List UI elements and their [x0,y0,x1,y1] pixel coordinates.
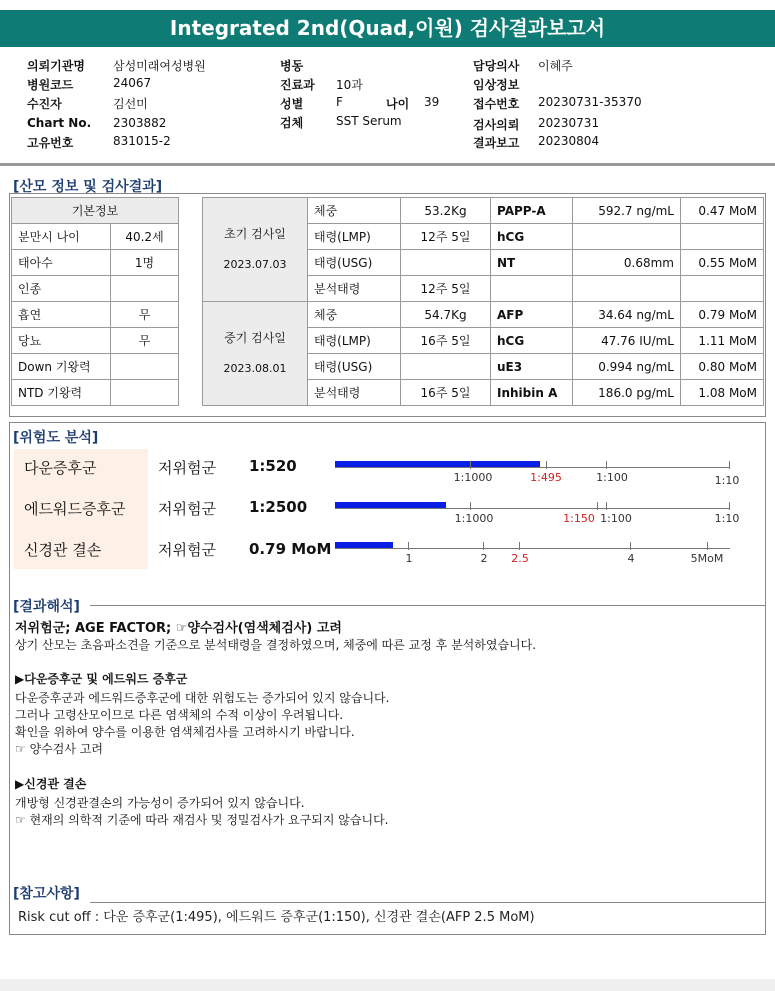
test-item-value: 12주 5일 [401,224,491,250]
marker-result [573,224,681,250]
first-test-date: 2023.07.03 [223,258,287,271]
axis-tick [707,542,708,550]
basic-label: Down 기왕력 [12,354,111,380]
marker-result: 0.68mm [573,250,681,276]
ntd-risk-value: 0.79 MoM [249,540,332,558]
interpretation-intro: 상기 산모는 초음파소견을 기준으로 분석태령을 결정하였으며, 체중에 따른 교정 후 분석하였습니다. [15,638,537,652]
table-row [203,302,764,328]
basic-label: 태아수 [12,250,111,276]
down-syndrome-label: 다운증후군 [24,459,97,477]
patient-value: 김선미 [113,97,148,111]
ntd-interpretation-line: ☞ 현재의 의학적 기준에 따라 재검사 및 정밀검사가 요구되지 않습니다. [15,813,389,827]
test-item-value: 54.7Kg [401,302,491,328]
test-item-value: 16주 5일 [401,380,491,406]
hospital-code-value: 24067 [113,76,152,90]
institution-value: 삼성미래여성병원 [113,59,206,73]
marker-mom: 0.47 MoM [681,198,764,224]
basic-label: 당뇨 [12,328,111,354]
marker-result: 592.7 ng/mL [573,198,681,224]
tick-label: 1:100 [596,471,628,484]
axis-tick [408,542,409,550]
risk-section-title: [위험도 분석] [13,430,99,446]
marker-result: 47.76 IU/mL [573,328,681,354]
axis-tick [606,461,607,469]
second-test-label: 중기 검사일 [224,331,286,345]
test-item-value: 12주 5일 [401,276,491,302]
marker-name: Inhibin A [491,380,573,406]
interpretation-divider [90,605,766,606]
axis-tick [470,502,471,510]
axis-tick [546,461,547,469]
down-risk-value: 1:520 [249,457,297,475]
test-request-label: 검사의뢰 [473,118,520,132]
ntd-risk-group: 저위험군 [158,541,216,559]
down-interpretation-line: 그러나 고령산모이므로 다른 염색체의 수적 이상이 우려됩니다. [15,708,344,722]
axis-tick [597,502,598,510]
marker-name: AFP [491,302,573,328]
test-item-value [401,354,491,380]
tick-label-cutoff: 1:150 [563,512,595,525]
receipt-no-value: 20230731-35370 [538,95,642,109]
basic-info-header: 기본정보 [12,198,179,224]
marker-name: uE3 [491,354,573,380]
marker-result [573,276,681,302]
specimen-value: SST Serum [336,114,402,128]
marker-mom [681,224,764,250]
marker-mom [681,276,764,302]
doctor-value: 이혜주 [538,59,573,73]
basic-value [111,354,179,380]
marker-mom: 1.08 MoM [681,380,764,406]
first-test-cell [203,198,308,302]
basic-value: 무 [111,302,179,328]
unique-no-label: 고유번호 [27,136,74,150]
basic-value [111,276,179,302]
axis-tick [606,502,607,510]
tick-label: 1:1000 [454,512,494,525]
axis-tick [729,461,730,469]
marker-result: 186.0 pg/mL [573,380,681,406]
ntd-interpretation-title: ▶신경관 결손 [15,777,87,791]
age-label: 나이 [386,97,410,111]
table-row [203,198,764,224]
interpretation-headline: 저위험군; AGE FACTOR; ☞양수검사(염색체검사) 고려 [15,621,342,636]
tick-label: 5MoM [690,552,724,565]
marker-mom: 0.79 MoM [681,302,764,328]
down-interpretation-line: ☞ 양수검사 고려 [15,742,103,756]
table-row [12,328,179,354]
ward-label: 병동 [280,59,304,73]
basic-label: 흡연 [12,302,111,328]
basic-info-table [11,197,179,406]
patient-label: 수진자 [27,97,62,111]
sex-label: 성별 [280,97,304,111]
marker-name: NT [491,250,573,276]
result-report-value: 20230804 [538,134,600,148]
ntd-label: 신경관 결손 [24,541,102,559]
table-row [12,354,179,380]
tick-label: 1:10 [714,512,740,525]
marker-mom: 0.80 MoM [681,354,764,380]
basic-label: NTD 기왕력 [12,380,111,406]
tick-label: 4 [627,552,635,565]
age-value: 39 [424,95,440,109]
test-results-table [202,197,764,406]
table-row [12,276,179,302]
chart-no-value: 2303882 [113,116,167,130]
receipt-no-label: 접수번호 [473,97,520,111]
department-label: 진료과 [280,78,315,92]
marker-name: PAPP-A [491,198,573,224]
department-value: 10과 [336,78,363,92]
reference-title: [참고사항] [13,886,80,902]
report-title: Integrated 2nd(Quad,이원) 검사결과보고서 [0,10,775,47]
basic-value: 40.2세 [111,224,179,250]
axis-tick [729,502,730,510]
table-row [12,250,179,276]
marker-mom: 1.11 MoM [681,328,764,354]
marker-name [491,276,573,302]
table-row [12,224,179,250]
tick-label: 1 [405,552,413,565]
marker-name: hCG [491,328,573,354]
test-item: 체중 [308,198,401,224]
down-risk-axis [335,467,730,468]
test-item: 태령(LMP) [308,224,401,250]
tick-label-cutoff: 2.5 [511,552,529,565]
down-interpretation-line: 다운증후군과 에드워드증후군에 대한 위험도는 증가되어 있지 않습니다. [15,691,390,705]
edwards-risk-value: 1:2500 [249,498,308,516]
basic-value [111,380,179,406]
tick-label-cutoff: 1:495 [530,471,562,484]
test-item: 태령(USG) [308,354,401,380]
sex-value: F [336,95,343,109]
axis-tick [519,542,520,550]
edwards-risk-group: 저위험군 [158,500,216,518]
ntd-interpretation-line: 개방형 신경관결손의 가능성이 증가되어 있지 않습니다. [15,796,305,810]
marker-name: hCG [491,224,573,250]
second-test-cell [203,302,308,406]
page-footer-band [0,979,775,991]
test-item: 분석태령 [308,380,401,406]
edwards-risk-axis [335,508,730,509]
unique-no-value: 831015-2 [113,134,171,148]
marker-mom: 0.55 MoM [681,250,764,276]
first-test-label: 초기 검사일 [224,227,286,241]
table-row [12,380,179,406]
tick-label: 1:10 [714,474,740,487]
hospital-code-label: 병원코드 [27,78,74,92]
axis-tick [470,461,471,469]
axis-tick [483,542,484,550]
edwards-syndrome-label: 에드워드증후군 [24,500,126,518]
tick-label: 1:1000 [453,471,493,484]
chart-no-label: Chart No. [27,116,92,130]
header-divider [0,163,775,166]
basic-value: 무 [111,328,179,354]
test-request-value: 20230731 [538,116,600,130]
basic-label: 분만시 나이 [12,224,111,250]
test-item: 체중 [308,302,401,328]
test-item: 분석태령 [308,276,401,302]
tick-label: 1:100 [600,512,632,525]
test-item-value: 16주 5일 [401,328,491,354]
test-item: 태령(USG) [308,250,401,276]
test-item: 태령(LMP) [308,328,401,354]
marker-result: 0.994 ng/mL [573,354,681,380]
maternal-section-title: [산모 정보 및 검사결과] [13,179,163,195]
reference-text: Risk cut off : 다운 증후군(1:495), 에드워드 증후군(1:150), 신경관 결손(AFP 2.5 MoM) [18,910,535,925]
reference-divider [90,902,766,903]
institution-label: 의뢰기관명 [27,59,85,73]
ntd-risk-axis [335,548,730,549]
second-test-date: 2023.08.01 [223,362,287,375]
basic-label: 인종 [12,276,111,302]
clinical-info-label: 임상정보 [473,78,520,92]
result-report-label: 결과보고 [473,136,520,150]
test-item-value [401,250,491,276]
basic-value: 1명 [111,250,179,276]
interpretation-title: [결과해석] [13,599,80,615]
tick-label: 2 [480,552,488,565]
doctor-label: 담당의사 [473,59,520,73]
down-risk-group: 저위험군 [158,459,216,477]
specimen-label: 검체 [280,116,304,130]
axis-tick [630,542,631,550]
test-item-value: 53.2Kg [401,198,491,224]
table-row [12,302,179,328]
marker-result: 34.64 ng/mL [573,302,681,328]
down-interpretation-line: 확인을 위하여 양수를 이용한 염색체검사를 고려하시기 바랍니다. [15,725,355,739]
down-interpretation-title: ▶다운증후군 및 에드워드 증후군 [15,672,188,686]
